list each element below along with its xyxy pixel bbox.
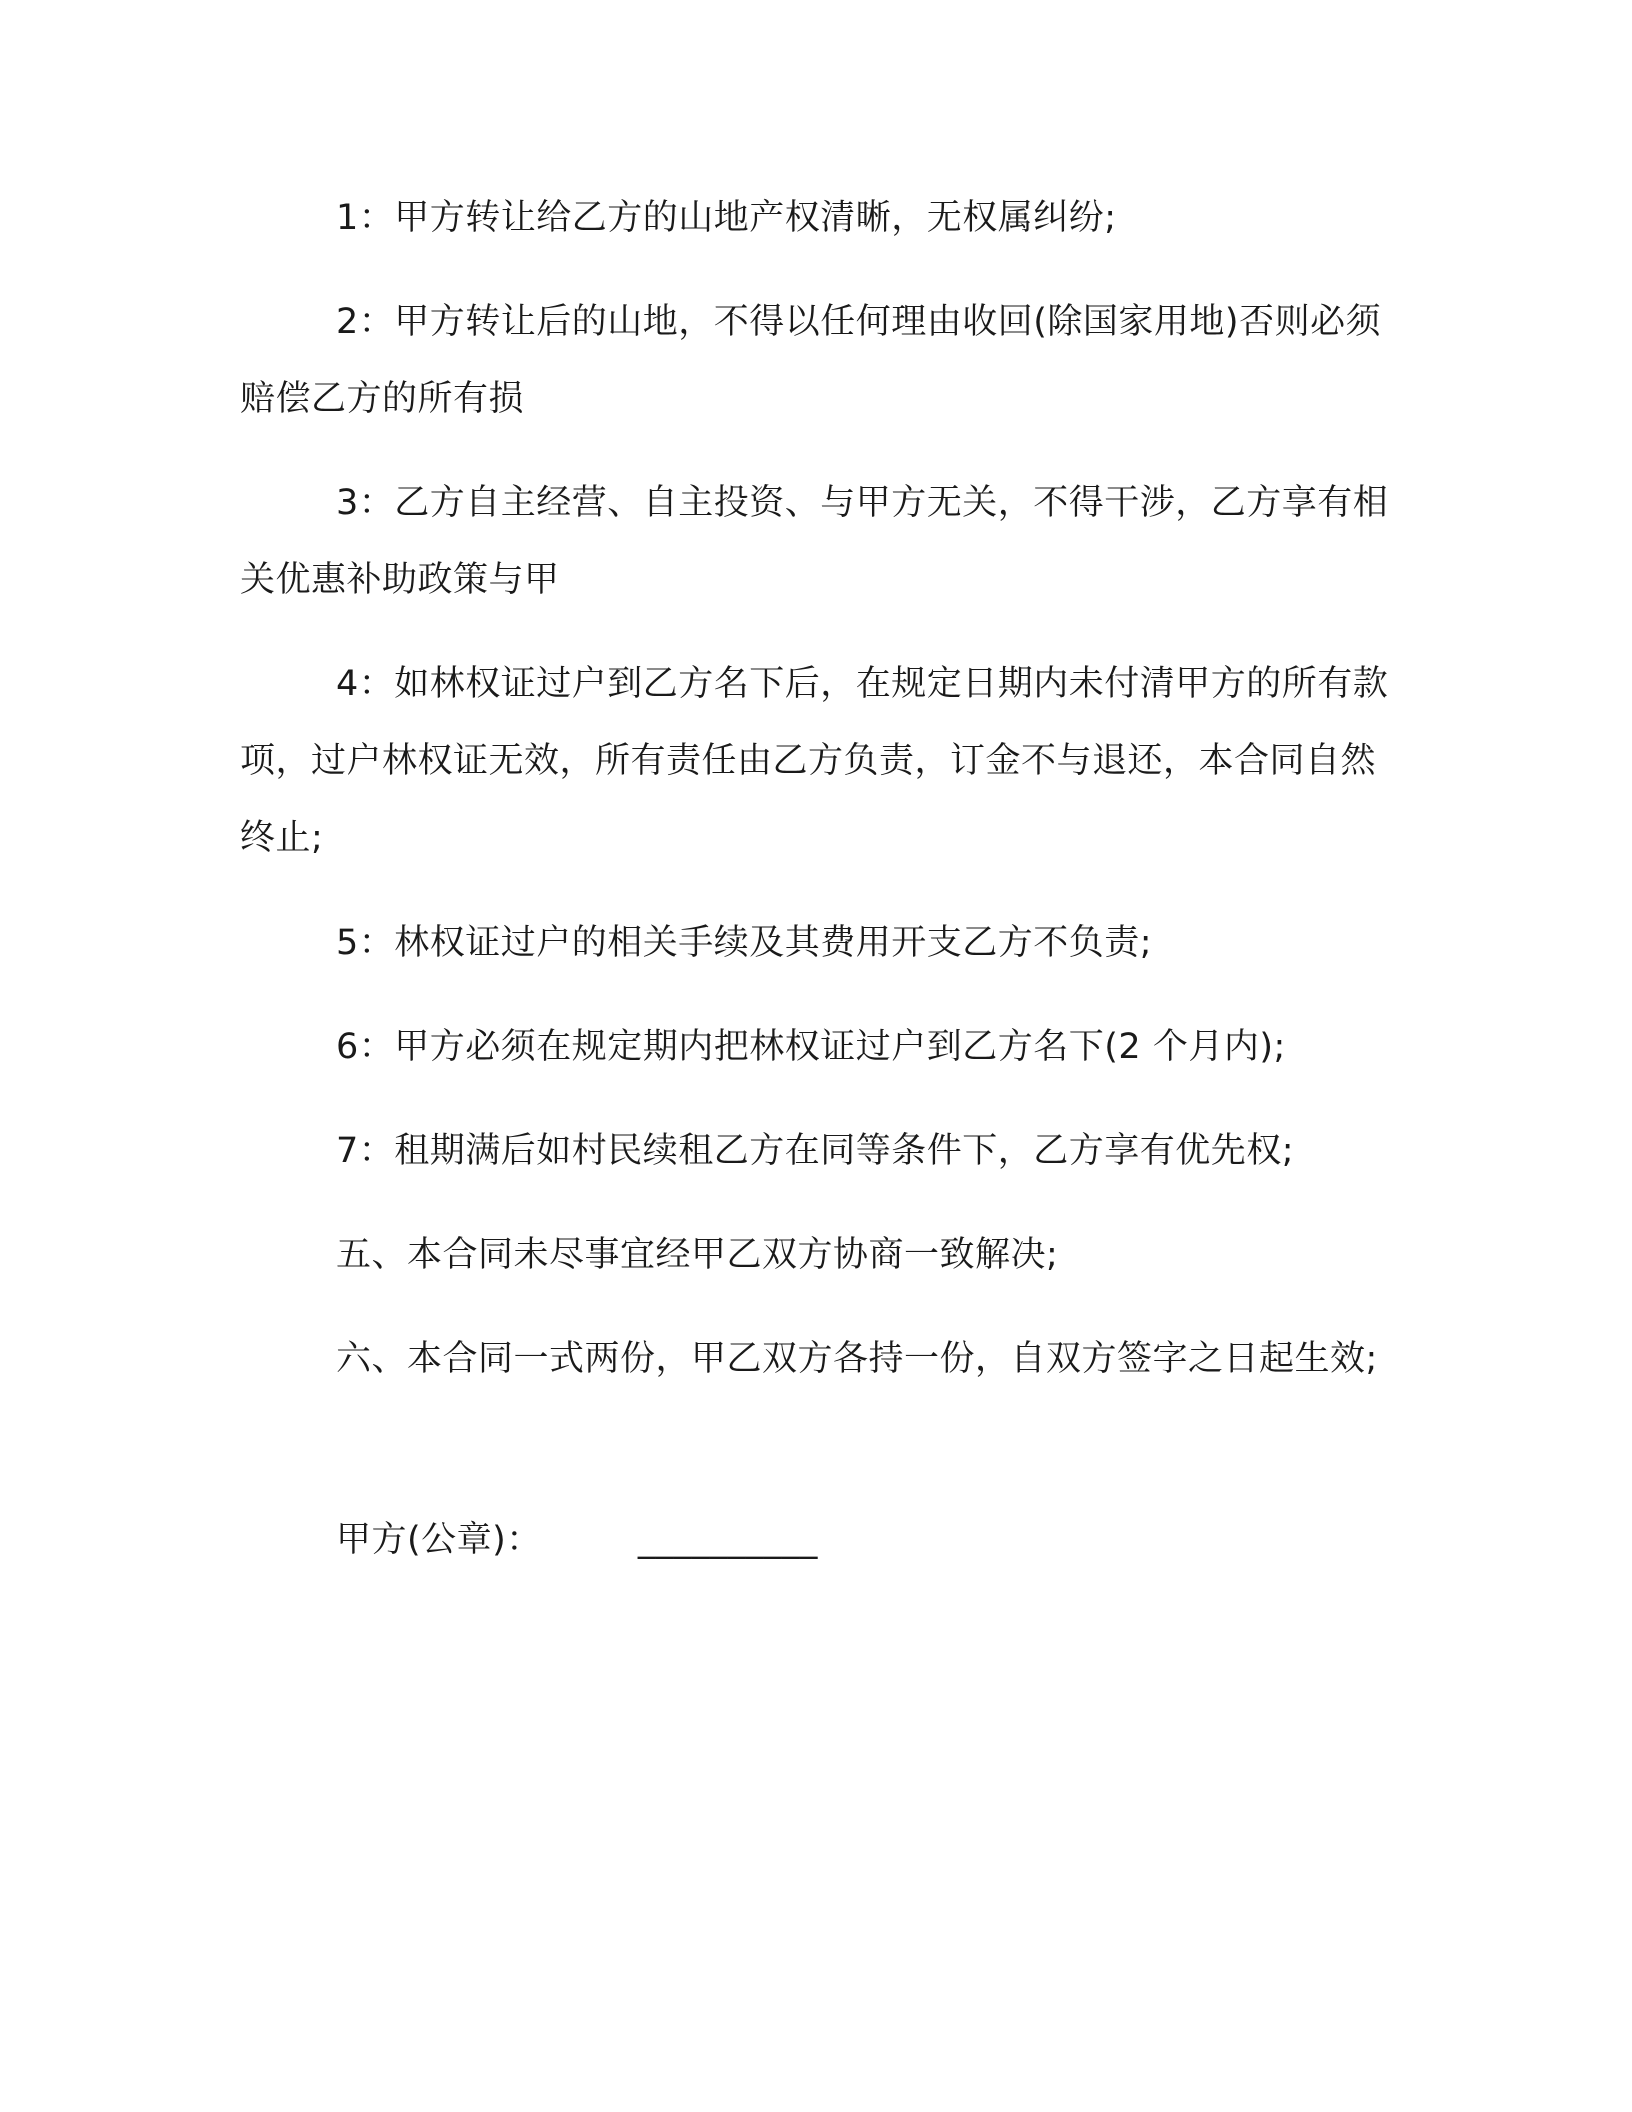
clause-4: 4：如林权证过户到乙方名下后，在规定日期内未付清甲方的所有款项，过户林权证无效，所有责任由乙方负责，订金不与退还，本合同自然终止; bbox=[240, 664, 1389, 858]
signature-label: 甲方(公章)： bbox=[336, 1520, 542, 1560]
signature-line bbox=[240, 1502, 1400, 1579]
clause-5: 5：林权证过户的相关手续及其费用开支乙方不负责; bbox=[336, 923, 1153, 963]
clause-3: 3：乙方自主经营、自主投资、与甲方无关，不得干涉，乙方享有相关优惠补助政策与甲 bbox=[240, 483, 1389, 600]
article-five: 五、本合同未尽事宜经甲乙双方协商一致解决; bbox=[336, 1235, 1059, 1275]
clause-2: 2：甲方转让后的山地，不得以任何理由收回(除国家用地)否则必须赔偿乙方的所有损 bbox=[240, 302, 1382, 419]
clause-7: 7：租期满后如村民续租乙方在同等条件下，乙方享有优先权; bbox=[336, 1131, 1295, 1171]
signature-blank: __________ bbox=[637, 1520, 818, 1560]
clause-1: 1：甲方转让给乙方的山地产权清晰，无权属纠纷; bbox=[336, 198, 1117, 238]
article-six: 六、本合同一式两份，甲乙双方各持一份，自双方签字之日起生效; bbox=[336, 1339, 1378, 1379]
clause-6: 6：甲方必须在规定期内把林权证过户到乙方名下(2 个月内); bbox=[336, 1027, 1286, 1067]
